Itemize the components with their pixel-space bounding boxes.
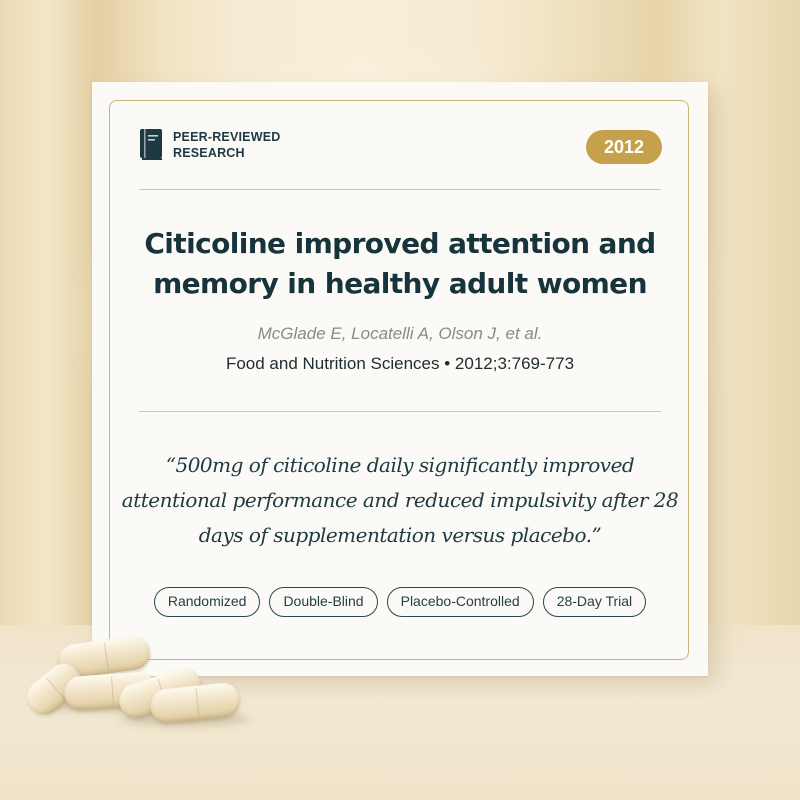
- card-border-frame: [109, 100, 689, 660]
- tag-28-day-trial: 28-Day Trial: [543, 587, 646, 617]
- badge-line-2: RESEARCH: [173, 145, 245, 160]
- journal-citation: Food and Nutrition Sciences • 2012;3:769-773: [225, 354, 575, 373]
- badge-label: [173, 129, 313, 161]
- study-tags: [120, 587, 680, 617]
- peer-reviewed-badge: [139, 128, 313, 161]
- book-icon: [139, 128, 163, 161]
- study-title: Citicoline improved attention and memory in healthy adult women: [144, 227, 656, 300]
- tag-double-blind: Double-Blind: [269, 587, 377, 617]
- year-badge: 2012: [586, 130, 662, 164]
- middle-divider: [139, 411, 661, 412]
- tag-randomized: Randomized: [154, 587, 261, 617]
- tag-placebo-controlled: Placebo-Controlled: [387, 587, 534, 617]
- top-divider: [139, 189, 661, 190]
- study-authors: McGlade E, Locatelli A, Olson J, et al.: [257, 324, 543, 343]
- badge-line-1: PEER-REVIEWED: [173, 129, 281, 144]
- study-quote: “500mg of citicoline daily significantly improved attentional performance and reduced impulsivity after 28 days of supplementation versus placebo.”: [121, 453, 679, 547]
